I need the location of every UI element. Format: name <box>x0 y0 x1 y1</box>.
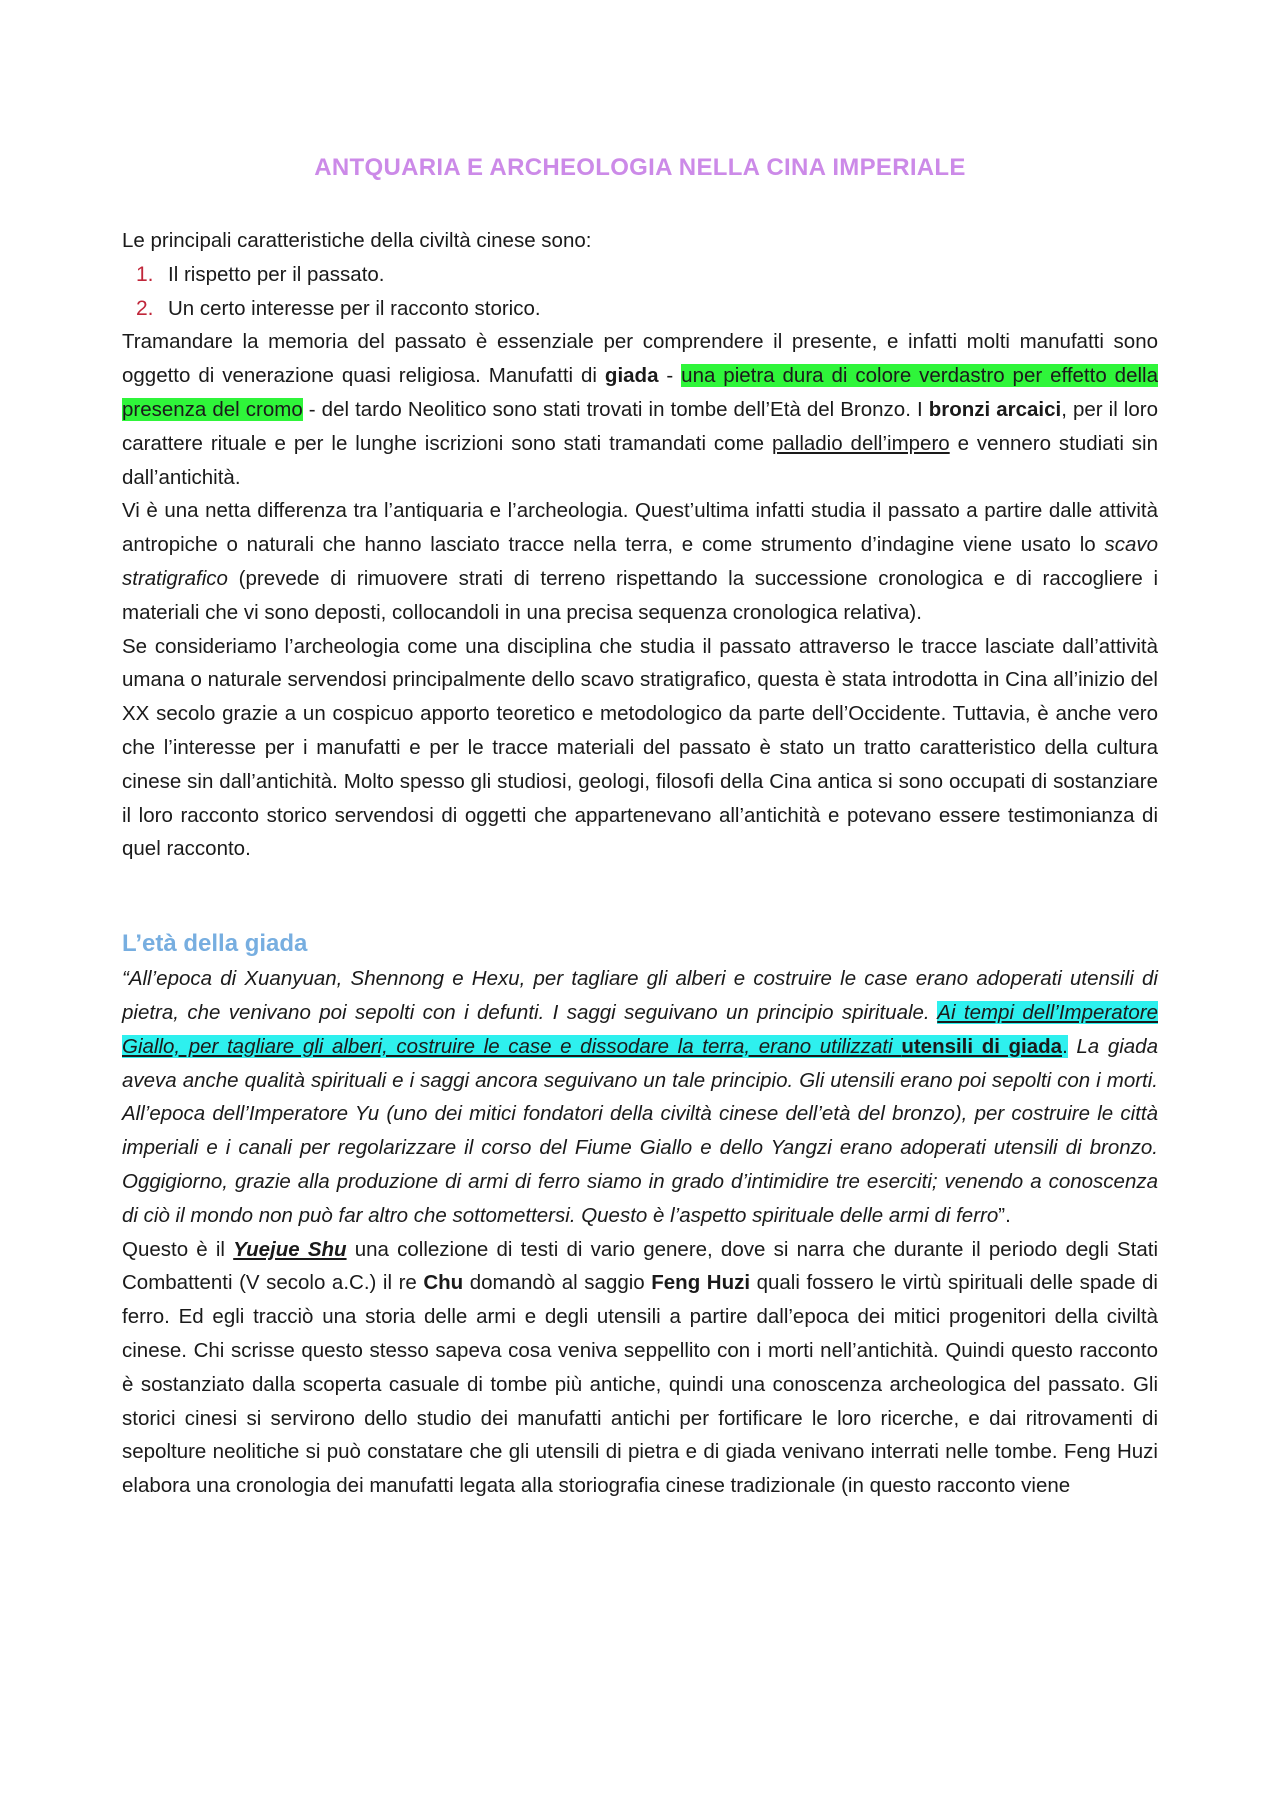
text-run: - del tardo Neolitico sono stati trovati in tombe dell’Età del Bronzo. I <box>302 397 929 421</box>
paragraph-memory <box>122 325 1158 494</box>
list-number: 2. <box>136 296 154 320</box>
paragraph-difference <box>122 494 1158 629</box>
text-run: quali fossero le virtù spirituali delle spade di ferro. Ed egli tracciò una storia delle armi e degli utensili a partire dall’epoca dei mitici progenitori della civiltà cinese. Chi scrisse questo stesso sapeva cosa veniva seppellito con i morti nell’antichità. Quindi questo racconto è sostanziato dalla scoperta casuale di tombe più antiche, quindi una conoscenza archeologica del passato. Gli storici cinesi si servirono dello studio dei manufatti antichi per fortificare le loro ricerche, e dai ritrovamenti di sepolture neolitiche si può constatare che gli utensili di pietra e di giada venivano interrati nelle tombe. Feng Huzi elabora una cronologia dei manufatti legata alla storiografia cinese tradizionale (in questo racconto viene <box>122 1271 1158 1498</box>
paragraph-yuejue <box>122 1233 1158 1503</box>
text-run: “All’epoca di Xuanyuan, Shennong e Hexu, per tagliare gli alberi e costruire le case erano adoperati utensili di pietra, che venivano poi sepolti con i defunti. I saggi seguivano un principio spirituale. <box>122 967 1158 1024</box>
text-run: Vi è una netta differenza tra l’antiquaria e l’archeologia. Quest’ultima infatti studia il passato a partire dalle attività antropiche o naturali che hanno lasciato tracce nella terra, e come strumento d’indagine viene usato lo <box>122 499 1158 557</box>
section-heading: L’età della giada <box>122 930 308 958</box>
list-text: Un certo interesse per il racconto storico. <box>168 296 541 320</box>
text-run: La giada aveva anche qualità spirituali e i saggi ancora seguivano un tale principio. Gli utensili erano poi sepolti con i morti. All’epoca dell’Imperatore Yu (uno dei mitici fondatori della civiltà cinese dell’età del bronzo), per costruire le città imperiali e i canali per regolarizzare il corso del Fiume Giallo e dello Yangzi erano adoperati utensili di bronzo. Oggigiorno, grazie alla produzione di armi di ferro siamo in grado d’intimidire tre eserciti; venendo a conoscenza di ciò il mondo non può far altro che sottomettersi. Questo è l’aspetto spirituale delle armi di ferro <box>122 1034 1158 1227</box>
text-run: - <box>658 364 682 388</box>
list-text: Il rispetto per il passato. <box>168 262 385 286</box>
bold-term-giada: giada <box>604 364 659 388</box>
intro-paragraph: Le principali caratteristiche della civiltà cinese sono: <box>122 229 592 252</box>
text-run: Tramandare la memoria del passato è essenziale per comprendere il presente, e infatti molti manufatti sono oggetto di venerazione quasi religiosa. Manufatti di <box>122 330 1158 388</box>
underlined-term: palladio dell’impero <box>771 431 950 455</box>
list-item <box>122 258 1158 292</box>
bold-name-feng-huzi: Feng Huzi <box>651 1271 751 1295</box>
quote-paragraph <box>122 962 1158 1232</box>
bold-term-bronzi: bronzi arcaici <box>928 397 1062 421</box>
text-run: Questo è il <box>122 1237 234 1261</box>
paragraph-archeology: Se consideriamo l’archeologia come una disciplina che studia il passato attraverso le tracce lasciate dall’attività umana o naturale servendosi principalmente dello scavo stratigrafico, questa è stata introdotta in Cina all’inizio del XX secolo grazie a un cospicuo apporto teoretico e metodologico da parte dell’Occidente. Tuttavia, è anche vero che l’interesse per i manufatti e per le tracce materiali del passato è stato un tratto caratteristico della cultura cinese sin dall’antichità. Molto spesso gli studiosi, geologi, filosofi della Cina antica si sono occupati di sostanziare il loro racconto storico servendosi di oggetti che appartenevano all’antichità e potevano essere testimonianza di quel racconto. <box>122 634 1158 861</box>
section-spacer <box>122 866 1158 926</box>
italic-term: scavo stratigrafico <box>122 533 1158 590</box>
text-run: ”. <box>998 1203 1011 1227</box>
bold-name-chu: Chu <box>423 1271 464 1295</box>
text-run: una collezione di testi di vario genere, dove si narra che durante il periodo degli Stati Combattenti (V secolo a.C.) il re <box>122 1237 1158 1295</box>
text-run: domandò al saggio <box>463 1271 652 1295</box>
list-number: 1. <box>136 262 154 286</box>
characteristics-list <box>122 258 1158 326</box>
document-title: ANTQUARIA E ARCHEOLOGIA NELLA CINA IMPERIALE <box>314 154 966 181</box>
list-item <box>122 292 1158 326</box>
document-body <box>122 150 1158 1503</box>
highlight-cyan: . <box>1062 1034 1068 1058</box>
text-run: (prevede di rimuovere strati di terreno rispettando la successione cronologica e di raccogliere i materiali che vi sono deposti, collocandoli in una precisa sequenza cronologica relativa). <box>122 566 1158 624</box>
highlight-cyan: Ai tempi dell’Imperatore Giallo, per tagliare gli alberi, costruire le case e dissodare la terra, erano utilizzati <box>122 1000 1158 1058</box>
text-run: e vennero studiati sin dall’antichità. <box>122 431 1158 489</box>
highlight-cyan-bold: utensili di giada <box>901 1034 1063 1058</box>
book-title: Yuejue Shu <box>233 1237 347 1261</box>
text-run: , per il loro carattere rituale e per le lunghe iscrizioni sono stati tramandati come <box>122 397 1158 455</box>
highlight-green: una pietra dura di colore verdastro per effetto della presenza del cromo <box>122 364 1158 421</box>
